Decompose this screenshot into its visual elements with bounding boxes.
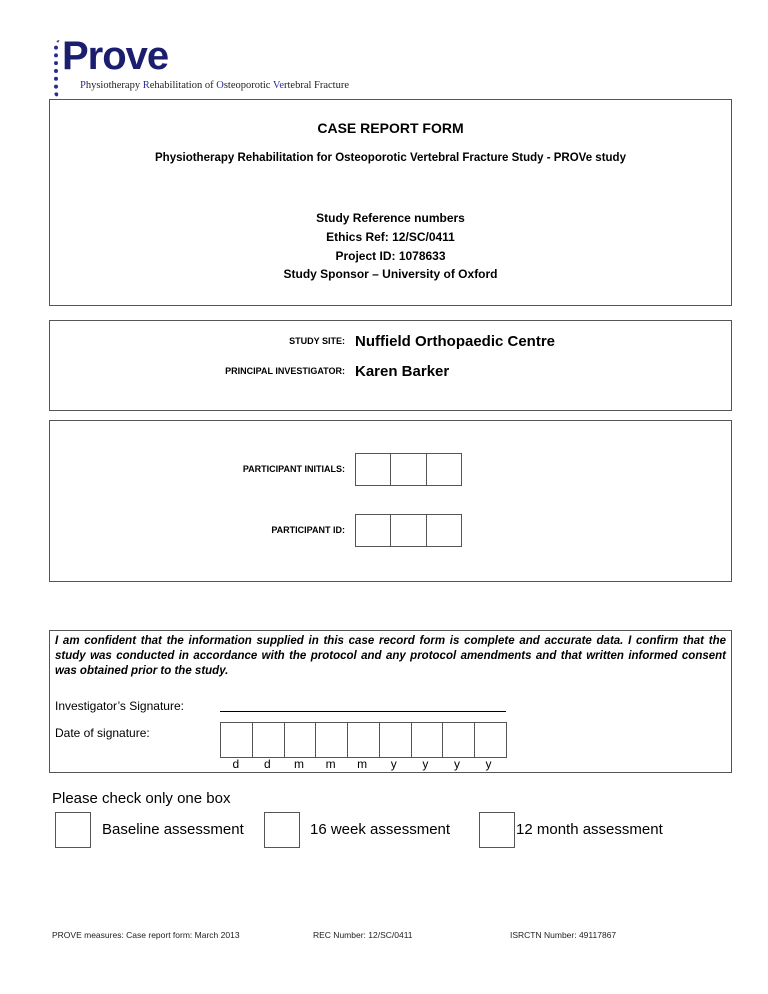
date-cell[interactable]	[221, 723, 253, 757]
date-of-signature-input[interactable]	[220, 722, 507, 758]
footer-rec-number: REC Number: 12/SC/0411	[313, 930, 413, 940]
date-label: Date of signature:	[55, 726, 150, 740]
16-week-label: 16 week assessment	[310, 821, 451, 838]
study-site-label: STUDY SITE:	[289, 336, 345, 346]
baseline-checkbox[interactable]	[55, 812, 91, 848]
participant-id-label: PARTICIPANT ID:	[271, 525, 345, 535]
date-format-letter: y	[390, 757, 397, 771]
date-cell[interactable]	[380, 723, 412, 757]
footer-isrctn: ISRCTN Number: 49117867	[510, 930, 617, 940]
12-month-label: 12 month assessment	[516, 821, 663, 838]
date-format-letter: m	[357, 757, 368, 771]
12-month-checkbox[interactable]	[479, 812, 515, 848]
date-cell[interactable]	[285, 723, 317, 757]
tagline-initial: P	[80, 80, 86, 91]
tagline-initial: Ve	[272, 80, 284, 91]
date-cell[interactable]	[443, 723, 475, 757]
pi-value: Karen Barker	[355, 363, 450, 380]
declaration-text: I am confident that the information supplied in this case record form is complete and accurate data. I confirm that the study was conducted in accordance with the protocol and any protocol amendments and that written informed consent was obtained prior to the study.	[55, 635, 726, 677]
ref-heading: Study Reference numbers	[316, 211, 465, 225]
date-cell[interactable]	[253, 723, 285, 757]
participant-initials-input[interactable]	[355, 453, 462, 486]
16-week-checkbox[interactable]	[264, 812, 300, 848]
date-cell[interactable]	[475, 723, 506, 757]
prove-logo: Prove	[62, 34, 169, 78]
participant-initials-label: PARTICIPANT INITIALS:	[242, 464, 345, 474]
footer-left: PROVE measures: Case report form: March 2013	[52, 930, 240, 940]
date-format-letter: y	[453, 757, 460, 771]
participant-id-input[interactable]	[355, 514, 462, 547]
date-format-letter: y	[422, 757, 429, 771]
date-cell[interactable]	[316, 723, 348, 757]
participant-box	[49, 420, 732, 582]
signature-line[interactable]	[220, 711, 506, 712]
date-format-letter: m	[293, 757, 304, 771]
signature-label: Investigator’s Signature:	[55, 699, 184, 713]
assessment-prompt: Please check only one box	[52, 790, 231, 807]
study-site-value: Nuffield Orthopaedic Centre	[355, 333, 556, 350]
project-id: Project ID: 1078633	[335, 249, 446, 263]
date-cell[interactable]	[412, 723, 444, 757]
logo-tagline: Physiotherapy Rehabilitation of Osteoporotic Vertebral Fracture	[80, 80, 350, 91]
ethics-ref: Ethics Ref: 12/SC/0411	[326, 230, 455, 244]
date-format-letter: m	[325, 757, 336, 771]
date-format-letter: d	[232, 757, 240, 771]
date-cell[interactable]	[348, 723, 380, 757]
header-box	[49, 99, 732, 306]
study-subtitle: Physiotherapy Rehabilitation for Osteoporotic Vertebral Fracture Study - PROVe study	[155, 152, 626, 164]
form-title: CASE REPORT FORM	[317, 120, 464, 136]
pi-label: PRINCIPAL INVESTIGATOR:	[225, 366, 345, 376]
tagline-initial: R	[142, 80, 150, 91]
date-format-letter: d	[264, 757, 271, 771]
date-format-letter: y	[485, 757, 492, 771]
study-sponsor: Study Sponsor – University of Oxford	[283, 267, 498, 281]
tagline-initial: O	[216, 80, 224, 91]
baseline-label: Baseline assessment	[102, 821, 244, 838]
